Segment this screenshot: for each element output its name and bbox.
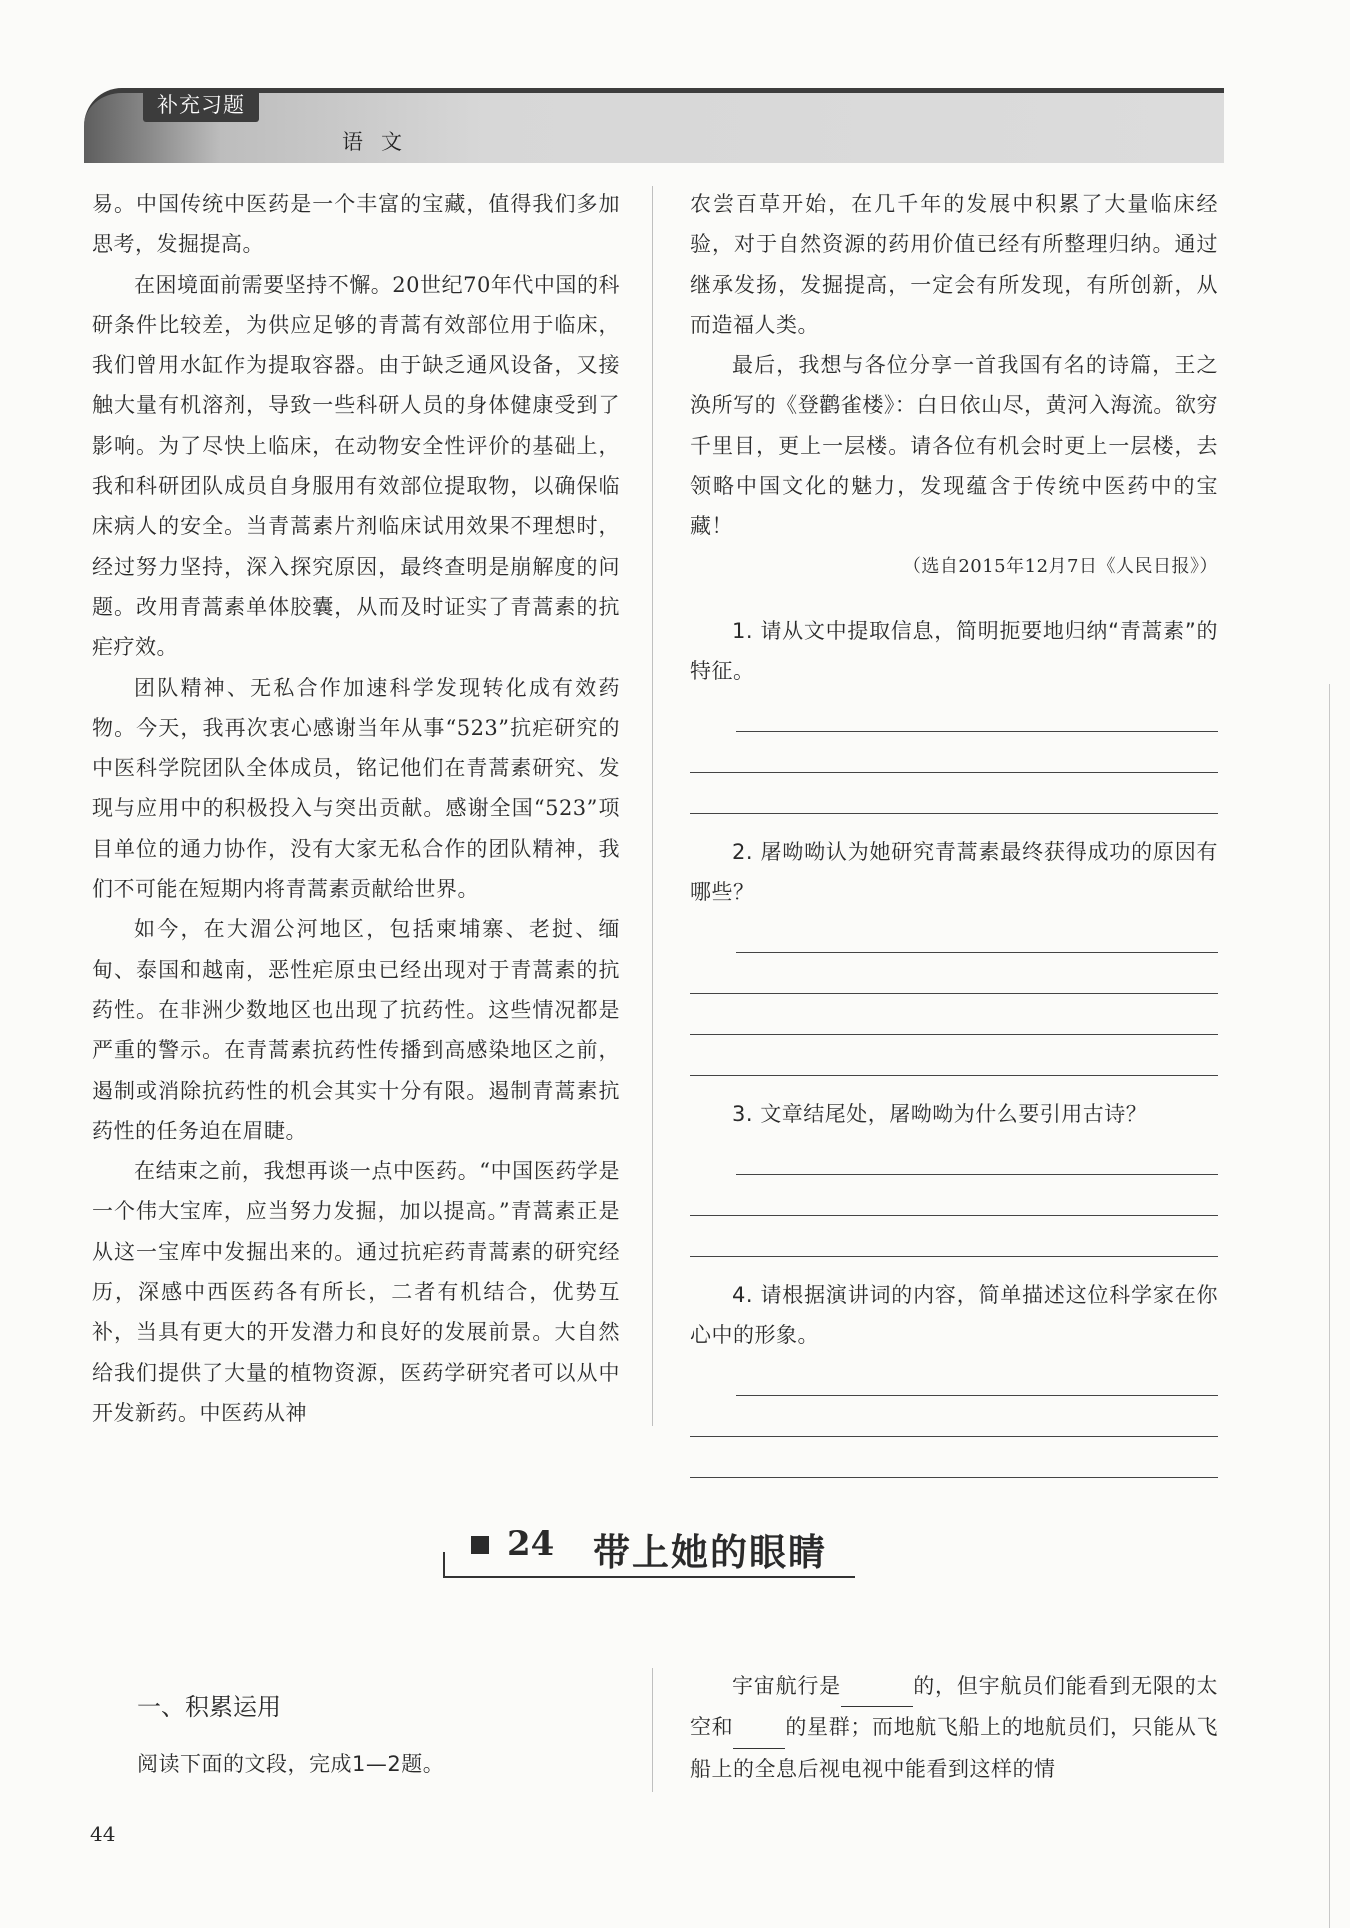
header-subject: 语文 (342, 130, 420, 154)
header-tab-label: 补充习题 (143, 88, 259, 122)
passage-text: 宇宙航行是 (732, 1674, 841, 1698)
paragraph: 最后，我想与各位分享一首我国有名的诗篇，王之涣所写的《登鹳雀楼》：白日依山尽，黄河入海流。欲穷千里目，更上一层楼。请各位有机会时更上一层楼，去领略中国文化的魅力，发现蕴含于传统中医药中的宝藏！ (690, 353, 1218, 539)
passage-paragraph (690, 1666, 1218, 1789)
column-divider (652, 1668, 653, 1792)
paragraph: 团队精神、无私合作加速科学发现转化成有效药物。今天，我再次衷心感谢当年从事“523”抗疟研究的中医科学院团队全体成员，铭记他们在青蒿素研究、发现与应用中的积极投入与突出贡献。感谢全国“523”项目单位的通力协作，没有大家无私合作的团队精神，我们不可能在短期内将青蒿素贡献给世界。 (92, 675, 620, 902)
answer-line[interactable] (736, 912, 1218, 953)
answer-line[interactable] (736, 1355, 1218, 1396)
section-instruction: 阅读下面的文段，完成1—2题。 (137, 1752, 445, 1776)
right-column (690, 184, 1218, 1478)
paragraph: 如今，在大湄公河地区，包括柬埔寨、老挝、缅甸、泰国和越南，恶性疟原虫已经出现对于青蒿素的抗药性。在非洲少数地区也出现了抗药性。这些情况都是严重的警示。在青蒿素抗药性传播到高感染地区之前，遏制或消除抗药性的机会其实十分有限。遏制青蒿素抗药性的任务迫在眉睫。 (92, 917, 620, 1143)
question-text: 3. 文章结尾处，屠呦呦为什么要引用古诗？ (732, 1101, 1148, 1126)
answer-line[interactable] (690, 1396, 1218, 1437)
question-text: 2. 屠呦呦认为她研究青蒿素最终获得成功的原因有哪些？ (690, 839, 1218, 904)
answer-line[interactable] (690, 1216, 1218, 1257)
answer-line[interactable] (690, 994, 1218, 1035)
fill-blank[interactable] (841, 1666, 913, 1707)
question-text: 1. 请从文中提取信息，简明扼要地归纳“青蒿素”的特征。 (690, 618, 1218, 683)
left-column (92, 184, 620, 1433)
answer-line[interactable] (690, 953, 1218, 994)
answer-line[interactable] (690, 1437, 1218, 1478)
bottom-passage (690, 1666, 1218, 1789)
page-number: 44 (90, 1822, 116, 1846)
square-bullet-icon (471, 1536, 489, 1554)
section-heading: 一、积累运用 (137, 1693, 281, 1721)
lesson-number: 24 (507, 1524, 555, 1564)
answer-line[interactable] (736, 1134, 1218, 1175)
paragraph: 农尝百草开始，在几千年的发展中积累了大量临床经验，对于自然资源的药用价值已经有所整理归纳。通过继承发扬，发掘提高，一定会有所发现，有所创新，从而造福人类。 (690, 192, 1218, 337)
fill-blank[interactable] (733, 1707, 785, 1748)
answer-line[interactable] (690, 732, 1218, 773)
answer-line[interactable] (690, 773, 1218, 814)
answer-line[interactable] (736, 691, 1218, 732)
question-3 (690, 1094, 1218, 1257)
lesson-name: 带上她的眼睛 (593, 1530, 827, 1574)
question-1 (690, 611, 1218, 814)
page-edge-line (1329, 684, 1330, 1928)
answer-line[interactable] (690, 1175, 1218, 1216)
question-2 (690, 832, 1218, 1076)
paragraph: 在困境面前需要坚持不懈。20世纪70年代中国的科研条件比较差，为供应足够的青蒿有效部位用于临床，我们曾用水缸作为提取容器。由于缺乏通风设备，又接触大量有机溶剂，导致一些科研人员的身体健康受到了影响。为了尽快上临床，在动物安全性评价的基础上，我和科研团队成员自身服用有效部位提取物，以确保临床病人的安全。当青蒿素片剂临床试用效果不理想时，经过努力坚持，深入探究原因，最终查明是崩解度的问题。改用青蒿素单体胶囊，从而及时证实了青蒿素的抗疟疗效。 (92, 272, 620, 660)
paragraph: 易。中国传统中医药是一个丰富的宝藏，值得我们多加思考，发掘提高。 (92, 192, 620, 257)
column-divider (652, 186, 653, 1426)
paragraph: 在结束之前，我想再谈一点中医药。“中国医药学是一个伟大宝库，应当努力发掘，加以提高。”青蒿素正是从这一宝库中发掘出来的。通过抗疟药青蒿素的研究经历，深感中西医药各有所长，二者有机结合，优势互补，当具有更大的开发潜力和良好的发展前景。大自然给我们提供了大量的植物资源，医药学研究者可以从中开发新药。中医药从神 (92, 1159, 620, 1425)
source-citation: （选自2015年12月7日《人民日报》） (902, 555, 1218, 577)
question-4 (690, 1275, 1218, 1478)
lesson-title (443, 1520, 853, 1580)
passage-text: 的星群；而地航飞船上的地航员们，只能从飞船上的全息后视电视中能看到这样的情 (690, 1715, 1219, 1781)
question-text: 4. 请根据演讲词的内容，简单描述这位科学家在你心中的形象。 (690, 1282, 1218, 1347)
passage-text: 的，但宇航员们能看到无限的太空和 (690, 1674, 1219, 1740)
answer-line[interactable] (690, 1035, 1218, 1076)
